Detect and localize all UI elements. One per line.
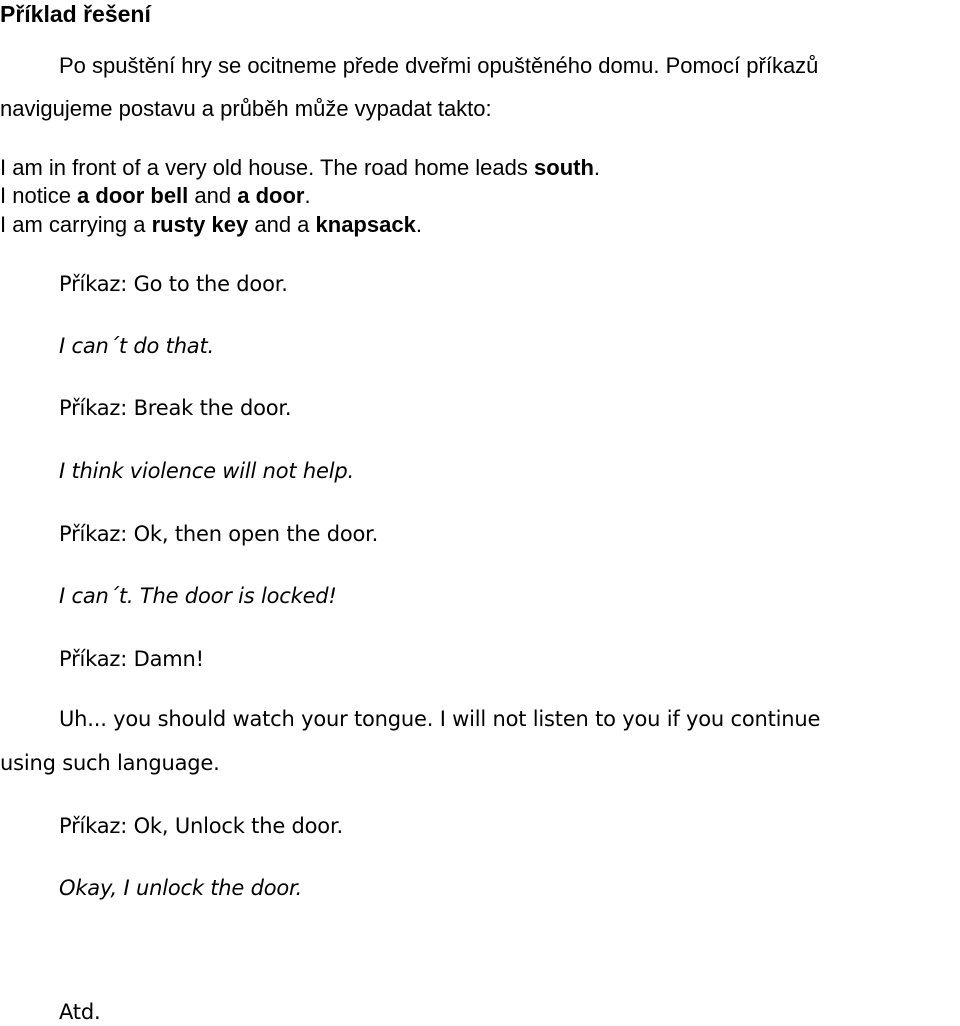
command-line: Příkaz: Ok, then open the door.	[59, 522, 379, 546]
item-keyword: rusty key	[151, 212, 249, 237]
game-intro-text: and	[188, 183, 238, 208]
game-intro-text: .	[304, 183, 311, 208]
section-heading: Příklad řešení	[0, 1, 151, 27]
object-keyword: a door bell	[77, 183, 189, 208]
game-intro-line-2	[0, 182, 311, 210]
response-line: Uh... you should watch your tongue. I will not listen to you if you continue	[59, 707, 821, 731]
game-intro-line-3	[0, 211, 422, 239]
game-intro-text: and a	[248, 212, 316, 237]
game-intro-text: I notice	[0, 183, 78, 208]
command-line: Příkaz: Break the door.	[59, 396, 292, 420]
game-intro-text: I am carrying a	[0, 212, 152, 237]
command-line: Příkaz: Ok, Unlock the door.	[59, 814, 343, 838]
object-keyword: a door	[237, 183, 305, 208]
game-intro-line-1	[0, 154, 600, 182]
response-line: I think violence will not help.	[59, 459, 354, 483]
ending-text: Atd.	[59, 1000, 101, 1024]
response-line: Okay, I unlock the door.	[59, 876, 303, 900]
command-line: Příkaz: Go to the door.	[59, 272, 288, 296]
response-line-continued: using such language.	[0, 751, 220, 775]
response-line: I can´t. The door is locked!	[59, 584, 337, 608]
game-intro-text: .	[593, 155, 601, 180]
item-keyword: knapsack	[315, 212, 416, 237]
response-line: I can´t do that.	[59, 334, 214, 358]
intro-paragraph-line-2: navigujeme postavu a průběh může vypadat takto:	[0, 96, 492, 121]
intro-paragraph-line-1: Po spuštění hry se ocitneme přede dveřmi opuštěného domu. Pomocí příkazů	[59, 53, 819, 78]
game-intro-text: .	[415, 212, 422, 237]
direction-keyword: south	[534, 155, 594, 180]
command-line: Příkaz: Damn!	[59, 647, 204, 671]
game-intro-text: I am in front of a very old house. The road home leads	[0, 155, 535, 180]
